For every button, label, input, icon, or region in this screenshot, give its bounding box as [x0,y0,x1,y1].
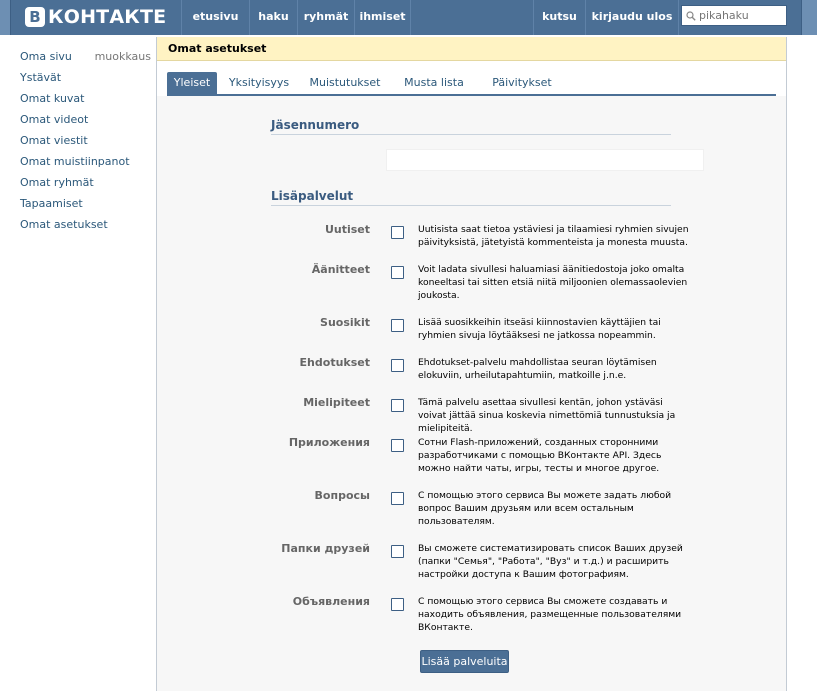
service-checkbox[interactable] [391,319,404,332]
logo-mark: В [25,7,45,27]
sidebar-item-label: Oma sivu [20,50,72,63]
service-label: Suosikit [320,316,370,329]
service-description: Ehdotukset-palvelu mahdollistaa seuran löytämisen elokuviin, urheilutapahtumiin, matkoille j.n.e. [418,357,657,381]
add-services-button[interactable]: Lisää palveluita [420,650,509,673]
sidebar-item-muistiinpanot[interactable]: Omat muistiinpanot [20,155,130,168]
header [10,0,802,35]
service-checkbox[interactable] [391,598,404,611]
tab-musta-lista[interactable]: Musta lista [404,76,464,89]
nav-kirjaudu-ulos[interactable]: kirjaudu ulos [585,0,679,35]
service-checkbox[interactable] [391,492,404,505]
service-label: Папки друзей [281,542,370,555]
page-title: Omat asetukset [157,37,786,61]
tab-paivitykset[interactable]: Päivitykset [492,76,552,89]
service-checkbox[interactable] [391,359,404,372]
sidebar [0,46,155,235]
service-description: Voit ladata sivullesi haluamiasi äänitiedostoja joko omalta koneeltasi tai sitten etsiä niitä miljoonien olemassaolevien joukosta. [418,264,688,301]
service-checkbox[interactable] [391,545,404,558]
service-label: Uutiset [324,223,370,236]
sidebar-item-ystavat[interactable]: Ystävät [20,71,62,84]
logo-text: КОНТАКТЕ [48,6,167,28]
logo[interactable] [25,5,166,29]
service-label: Ehdotukset [299,356,370,369]
sidebar-item-kuvat[interactable]: Omat kuvat [20,92,85,105]
service-label: Äänitteet [311,263,370,276]
service-checkbox[interactable] [391,266,404,279]
service-label: Объявления [292,595,370,608]
nav-haku[interactable]: haku [249,0,297,35]
tab-yksityisyys[interactable]: Yksityisyys [228,76,290,89]
sidebar-item-viestit[interactable]: Omat viestit [20,134,88,147]
tab-yleiset[interactable]: Yleiset [167,72,217,94]
search-box[interactable] [681,5,787,26]
service-label: Mielipiteet [303,396,370,409]
service-checkbox[interactable] [391,439,404,452]
service-description: Вы сможете систематизировать список Ваших друзей (папки "Семья", "Работа", "Вуз" и т.д.) и расширить настройки доступа к Вашим фотографиям. [418,543,683,580]
nav-kutsu[interactable]: kutsu [533,0,585,35]
edit-link[interactable]: muokkaus [94,50,151,63]
main-panel [156,37,787,691]
user-nav [533,0,679,35]
main-nav [181,0,411,35]
search-icon [686,11,696,21]
service-label: Вопросы [314,489,370,502]
member-number-heading: Jäsennumero [271,118,671,135]
service-description: С помощью этого сервиса Вы сможете создавать и находить объявления, размещенные пользователями ВКонтакте. [418,596,682,633]
service-description: Uutisista saat tietoa ystäviesi ja tilaamiesi ryhmien sivujen päivityksistä, jätetyistä kommenteista ja monesta muusta. [418,224,689,248]
member-number-field [386,149,704,171]
sidebar-item-videot[interactable]: Omat videot [20,113,89,126]
nav-etusivu[interactable]: etusivu [181,0,249,35]
services-heading: Lisäpalvelut [271,189,671,206]
service-description: С помощью этого сервиса Вы можете задать любой вопрос Вашим друзьям или всем остальным пользователям. [418,490,672,527]
sidebar-item-oma-sivu[interactable] [0,46,155,67]
sidebar-item-tapaamiset[interactable]: Tapaamiset [20,197,83,210]
service-description: Сотни Flash-приложений, созданных сторонними разработчиками с помощью ВКонтакте API. Здесь можно найти чаты, игры, тесты и многое другое. [418,437,662,474]
nav-ihmiset[interactable]: ihmiset [354,0,411,35]
top-bar [0,0,817,35]
service-checkbox[interactable] [391,226,404,239]
service-description: Tämä palvelu asettaa sivullesi kentän, johon ystäväsi voivat jättää sinua koskevia nimettömiä tunnustuksia ja mielipiteitä. [418,397,676,434]
service-checkbox[interactable] [391,399,404,412]
nav-ryhmat[interactable]: ryhmät [297,0,354,35]
search-input[interactable] [699,9,783,22]
sidebar-item-ryhmat[interactable]: Omat ryhmät [20,176,94,189]
service-label: Приложения [288,436,370,449]
tabs [167,72,776,96]
tab-bar [157,61,786,96]
sidebar-item-asetukset[interactable]: Omat asetukset [20,218,108,231]
service-description: Lisää suosikkeihin itseäsi kiinnostavien käyttäjien tai ryhmien sivuja löytääksesi ne jatkossa nopeammin. [418,317,661,341]
tab-muistutukset[interactable]: Muistutukset [309,76,381,89]
